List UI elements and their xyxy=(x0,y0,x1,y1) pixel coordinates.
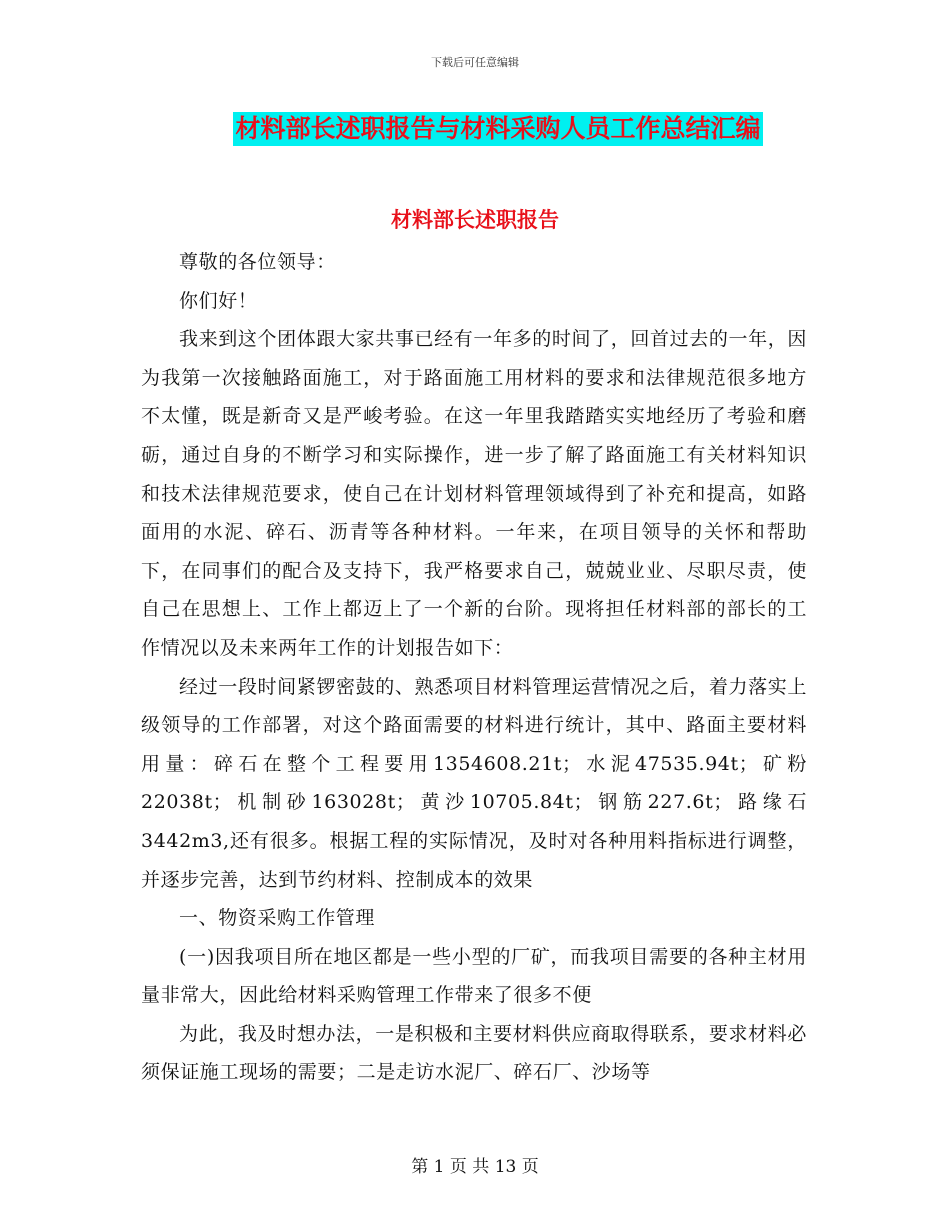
document-body xyxy=(141,243,807,1092)
paragraph: 经过一段时间紧锣密鼓的、熟悉项目材料管理运营情况之后，着力落实上级领导的工作部署，对这个路面需要的材料进行统计，其中、路面主要材料用量：碎石在整个工程要用1354608.21t；水泥47535.94t；矿粉22038t；机制砂163028t；黄沙10705.84t；钢筋227.6t；路缘石3442m3,还有很多。根据工程的实际情况，及时对各种用料指标进行调整，并逐步完善，达到节约材料、控制成本的效果 xyxy=(141,675,807,891)
page-header-note: 下载后可任意编辑 xyxy=(431,56,519,69)
paragraph-salutation: 尊敬的各位领导： xyxy=(179,251,336,273)
paragraph: (一)因我项目所在地区都是一些小型的厂矿，而我项目需要的各种主材用量非常大，因此给材料采购管理工作带来了很多不便 xyxy=(141,945,807,1007)
paragraph: 我来到这个团体跟大家共事已经有一年多的时间了，回首过去的一年，因为我第一次接触路面施工，对于路面施工用材料的要求和法律规范很多地方不太懂，既是新奇又是严峻考验。在这一年里我踏踏实实地经历了考验和磨砺，通过自身的不断学习和实际操作，进一步了解了路面施工有关材料知识和技术法律规范要求，使自己在计划材料管理领域得到了补充和提高，如路面用的水泥、碎石、沥青等各种材料。一年来，在项目领导的关怀和帮助下，在同事们的配合及支持下，我严格要求自己，兢兢业业、尽职尽责，使自己在思想上、工作上都迈上了一个新的台阶。现将担任材料部的部长的工作情况以及未来两年工作的计划报告如下： xyxy=(141,328,807,659)
paragraph-heading: 一、物资采购工作管理 xyxy=(179,907,376,930)
section-title-text: 材料部长述职报告 xyxy=(391,208,559,232)
paragraph: 为此，我及时想办法，一是积极和主要材料供应商取得联系，要求材料必须保证施工现场的需要；二是走访水泥厂、碎石厂、沙场等 xyxy=(141,1022,807,1084)
document-title-wrap xyxy=(0,112,950,146)
page-number-footer: 第 1 页 共 13 页 xyxy=(411,1157,539,1177)
paragraph-greeting: 你们好！ xyxy=(179,289,258,312)
section-title xyxy=(0,204,950,234)
document-title: 材料部长述职报告与材料采购人员工作总结汇编 xyxy=(233,112,762,146)
